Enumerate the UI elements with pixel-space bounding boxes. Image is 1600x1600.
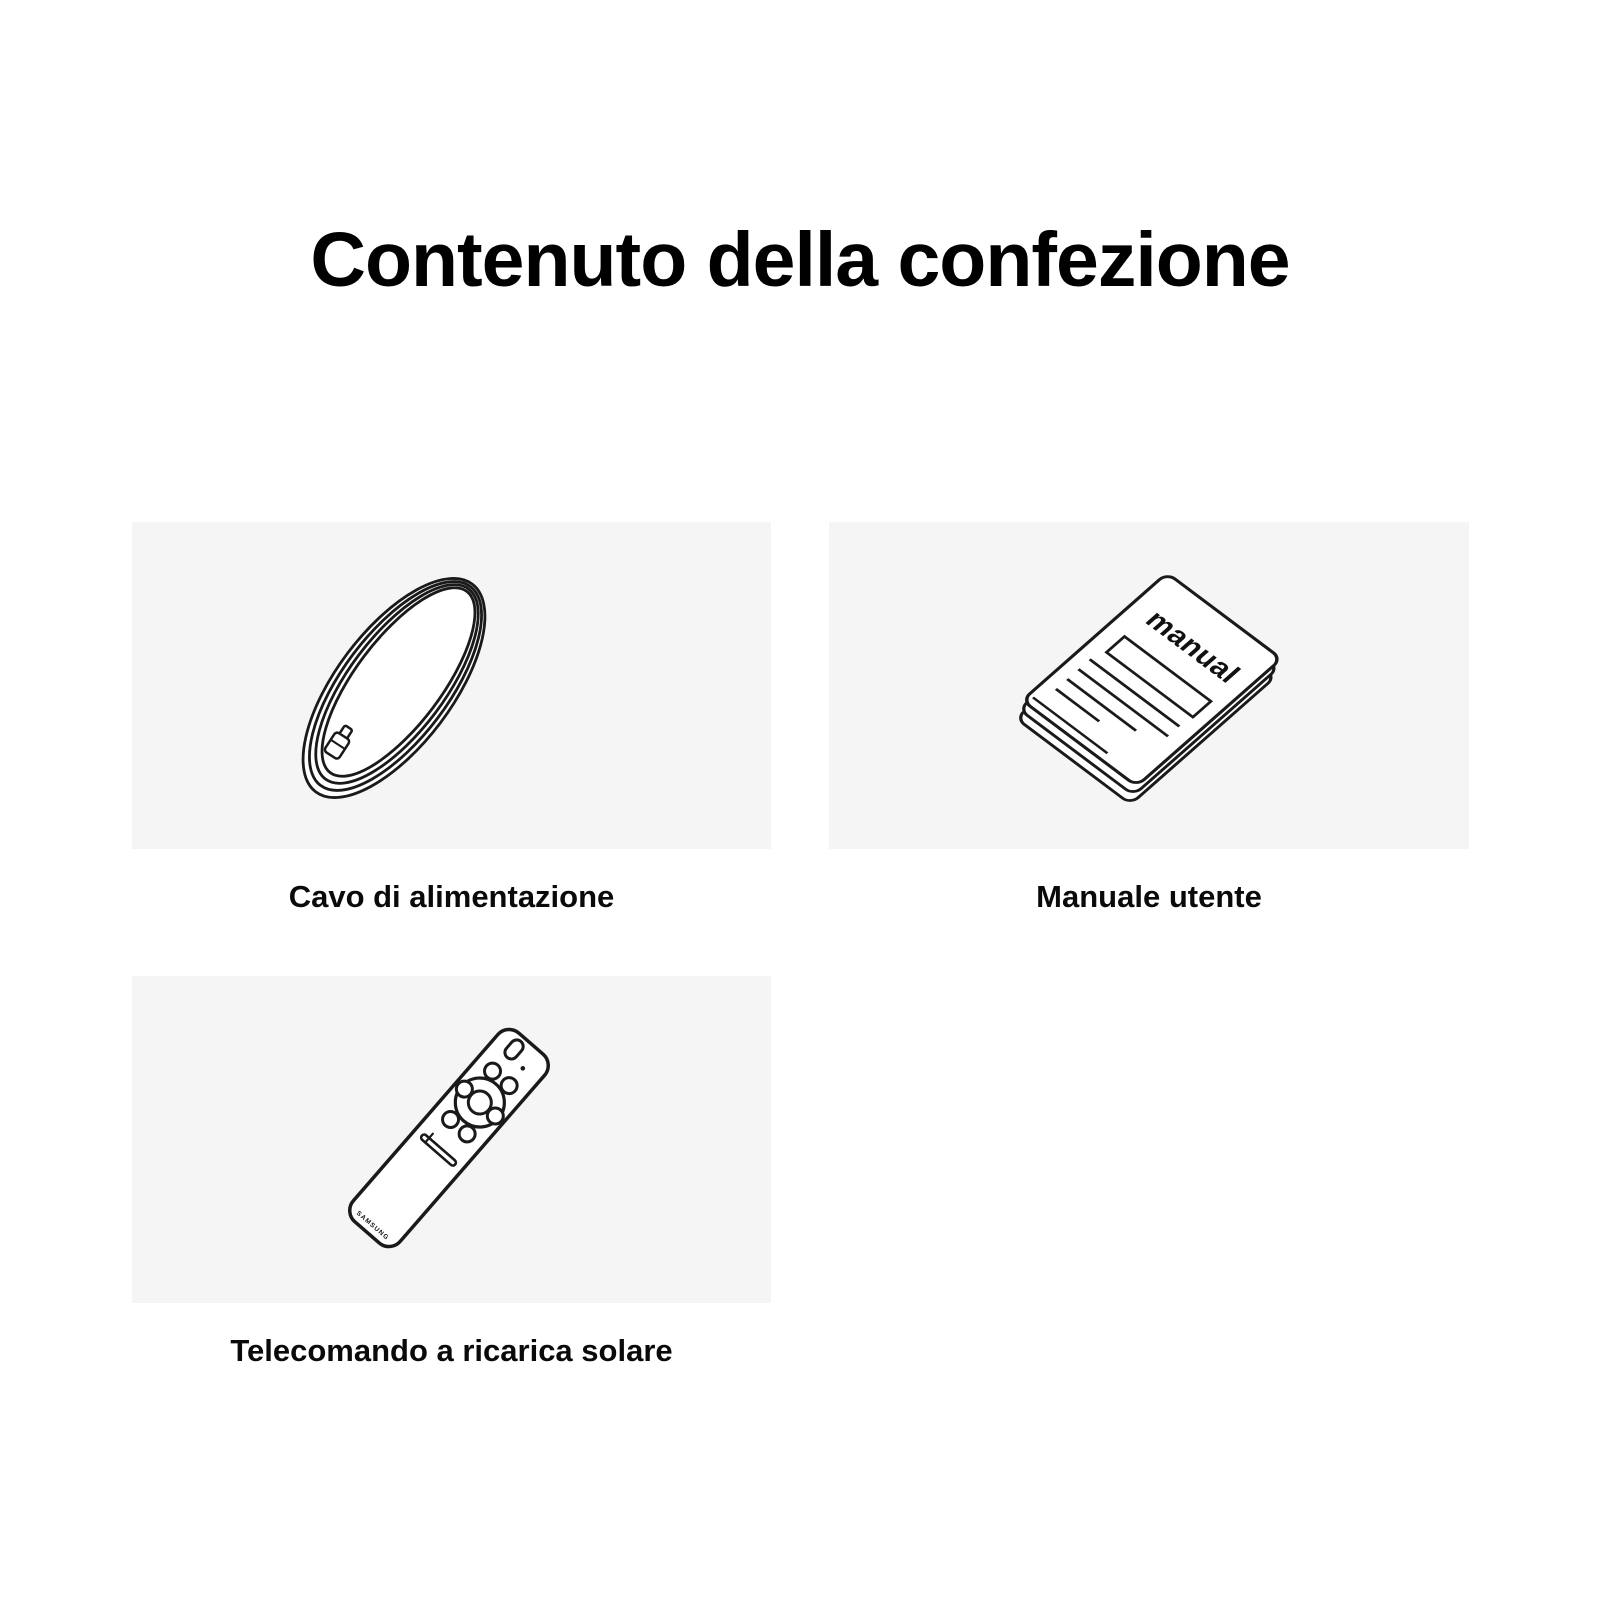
package-item-tile-power-cable xyxy=(132,522,771,849)
caption-user-manual: Manuale utente xyxy=(1036,879,1262,914)
booklet-cover-label: manual xyxy=(1138,605,1247,690)
coiled-cable-icon xyxy=(269,549,518,826)
package-item-tile-user-manual xyxy=(829,522,1469,849)
package-item-tile-solar-remote xyxy=(132,976,771,1303)
booklet-icon xyxy=(1016,573,1281,804)
caption-solar-remote: Telecomando a ricarica solare xyxy=(230,1333,673,1368)
power-cable-illustration xyxy=(132,522,771,849)
page-title: Contenuto della confezione xyxy=(310,216,1290,303)
user-manual-illustration xyxy=(829,522,1469,849)
remote-brand-label: SAMSUNG xyxy=(354,1209,391,1242)
caption-power-cable: Cavo di alimentazione xyxy=(288,879,615,914)
solar-remote-illustration xyxy=(132,976,771,1303)
remote-control-icon xyxy=(344,1023,555,1252)
